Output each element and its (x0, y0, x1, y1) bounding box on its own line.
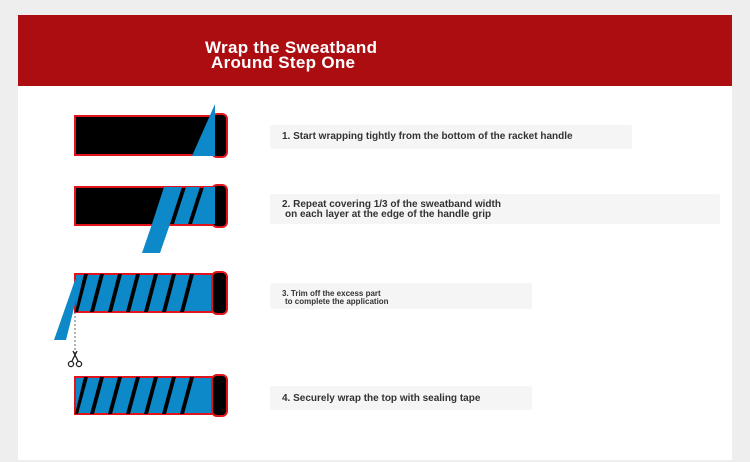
handle-step-3 (54, 272, 227, 367)
title-line-2: Around Step One (211, 53, 356, 72)
step-3-text-line1: 3. Trim off the excess part (282, 289, 381, 298)
step-2-text-line1: 2. Repeat covering 1/3 of the sweatband width (282, 199, 501, 210)
sweatband-tail (142, 224, 170, 253)
step-4-text: 4. Securely wrap the top with sealing tape (282, 393, 481, 404)
handle-step-2 (75, 185, 227, 253)
handle-step-1 (75, 104, 227, 157)
sealing-tape (212, 375, 227, 416)
title-line-1: Wrap the Sweatband (205, 38, 378, 57)
handle-step-4 (75, 375, 227, 416)
step-1-text: 1. Start wrapping tightly from the bottom of the racket handle (282, 131, 573, 142)
step-3-text-line2: to complete the application (285, 297, 389, 306)
step-2-text-line2: on each layer at the edge of the handle grip (285, 209, 492, 220)
